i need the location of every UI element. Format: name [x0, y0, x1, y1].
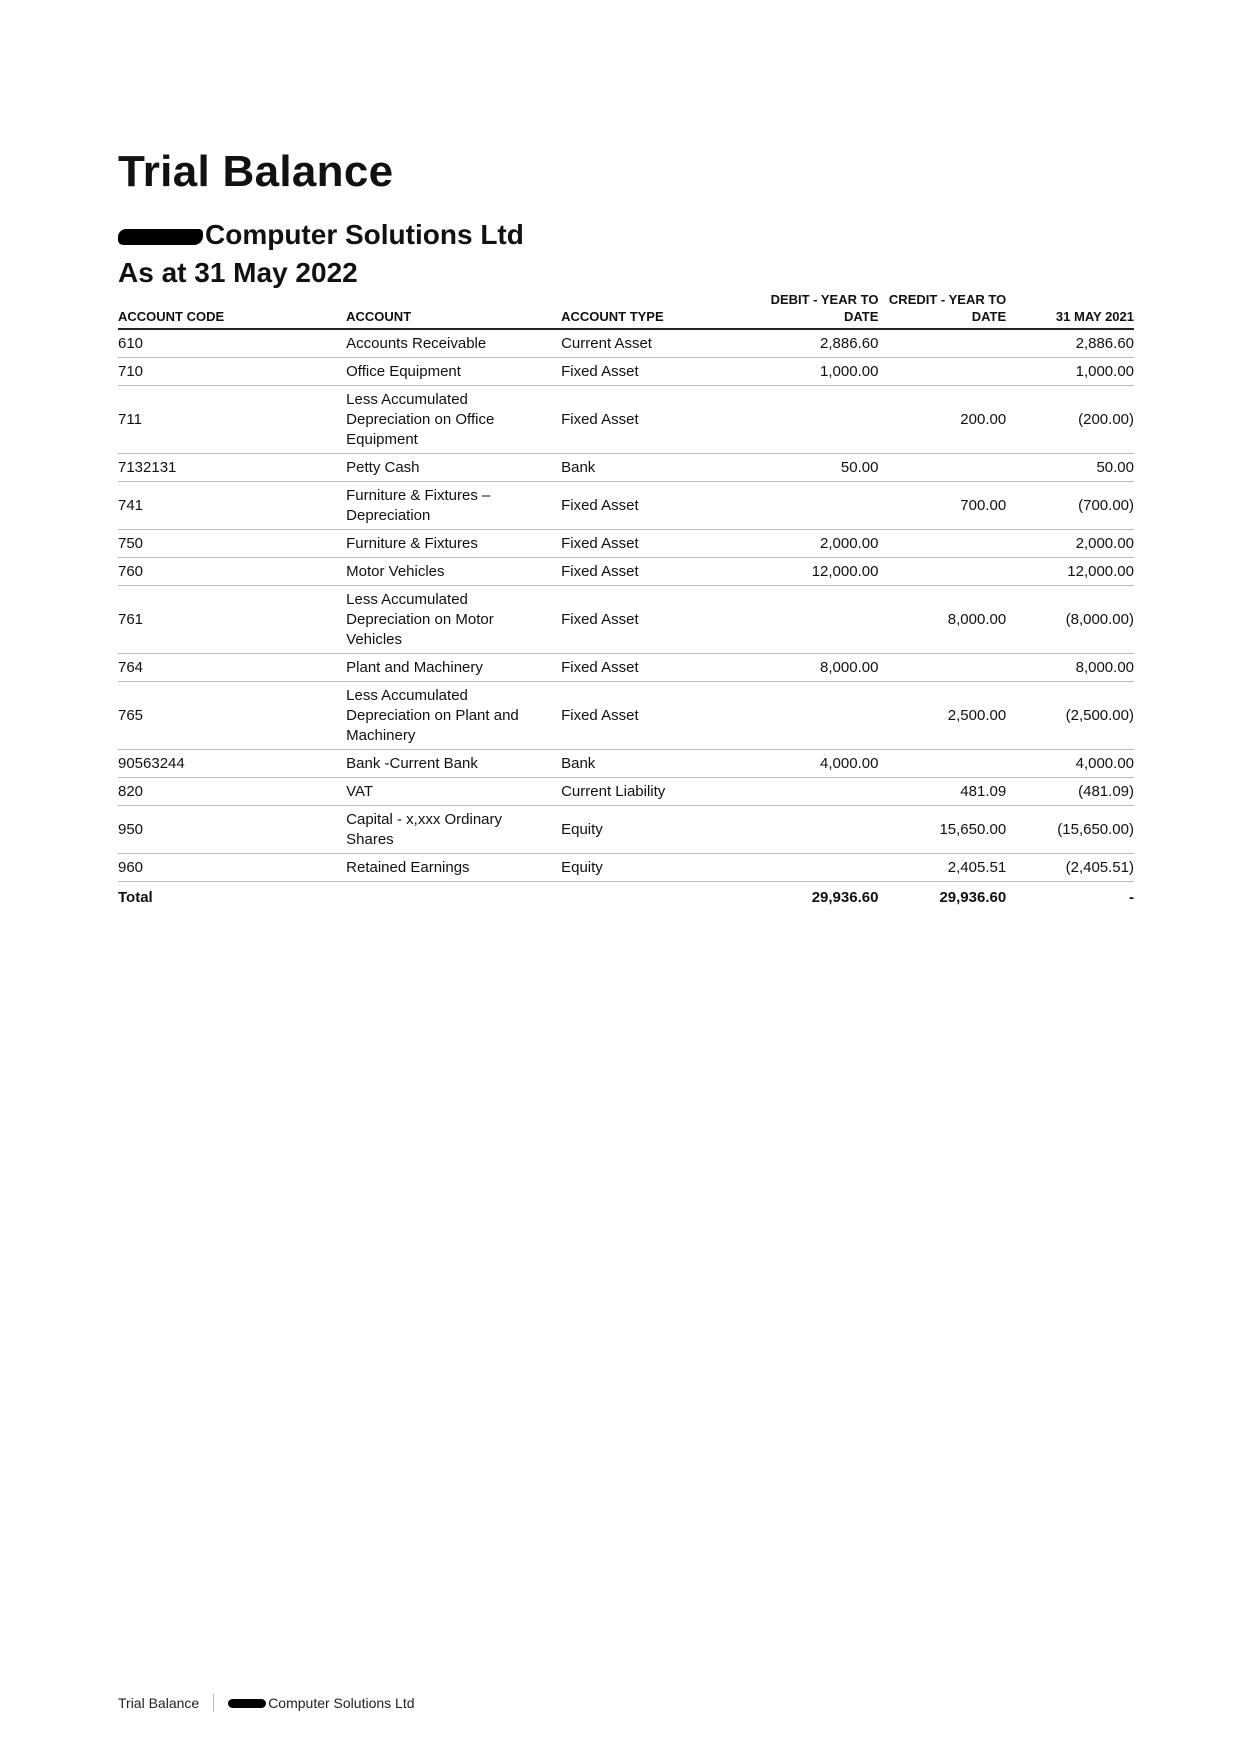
- cell-type: Current Liability: [561, 778, 744, 806]
- cell-debit: 4,000.00: [744, 750, 879, 778]
- cell-type: Fixed Asset: [561, 482, 744, 530]
- table-row: [118, 586, 1134, 654]
- cell-debit: [744, 682, 879, 750]
- trial-balance-table: [118, 288, 1134, 911]
- table-row: [118, 482, 1134, 530]
- table-row: [118, 558, 1134, 586]
- cell-account: Capital - x,xxx Ordinary Shares: [346, 806, 561, 854]
- cell-credit: 2,500.00: [878, 682, 1006, 750]
- cell-debit: 2,000.00: [744, 530, 879, 558]
- cell-credit: [878, 358, 1006, 386]
- cell-credit: [878, 530, 1006, 558]
- cell-account: Motor Vehicles: [346, 558, 561, 586]
- cell-prior: 1,000.00: [1006, 358, 1134, 386]
- cell-debit: 12,000.00: [744, 558, 879, 586]
- cell-code: 820: [118, 778, 346, 806]
- table-row: [118, 329, 1134, 358]
- table-header-row: [118, 288, 1134, 329]
- cell-type: Equity: [561, 854, 744, 882]
- header-credit-line2: DATE: [971, 309, 1007, 324]
- cell-credit: 200.00: [878, 386, 1006, 454]
- cell-prior: 50.00: [1006, 454, 1134, 482]
- cell-debit: [744, 386, 879, 454]
- table-row: [118, 778, 1134, 806]
- table-row: [118, 454, 1134, 482]
- footer-divider: [213, 1694, 214, 1712]
- cell-credit: [878, 558, 1006, 586]
- cell-account: Office Equipment: [346, 358, 561, 386]
- cell-prior: (8,000.00): [1006, 586, 1134, 654]
- company-heading: [118, 218, 524, 252]
- cell-code: 710: [118, 358, 346, 386]
- cell-prior: 12,000.00: [1006, 558, 1134, 586]
- cell-account: Accounts Receivable: [346, 329, 561, 358]
- table-row: [118, 854, 1134, 882]
- cell-code: 950: [118, 806, 346, 854]
- cell-account: Furniture & Fixtures: [346, 530, 561, 558]
- cell-prior: 8,000.00: [1006, 654, 1134, 682]
- cell-code: 90563244: [118, 750, 346, 778]
- cell-code: 765: [118, 682, 346, 750]
- cell-credit: 700.00: [878, 482, 1006, 530]
- redaction-mark: [118, 229, 203, 245]
- cell-prior: (2,500.00): [1006, 682, 1134, 750]
- total-empty-account: [346, 882, 561, 912]
- cell-type: Bank: [561, 454, 744, 482]
- page-footer: [118, 1694, 415, 1712]
- cell-prior: (2,405.51): [1006, 854, 1134, 882]
- header-debit-line1: DEBIT - YEAR TO: [770, 292, 879, 307]
- page-title: Trial Balance: [118, 147, 394, 196]
- cell-prior: (15,650.00): [1006, 806, 1134, 854]
- header-debit: [744, 288, 879, 329]
- cell-debit: 50.00: [744, 454, 879, 482]
- cell-type: Fixed Asset: [561, 530, 744, 558]
- cell-code: 960: [118, 854, 346, 882]
- cell-code: 761: [118, 586, 346, 654]
- cell-type: Fixed Asset: [561, 682, 744, 750]
- cell-type: Bank: [561, 750, 744, 778]
- cell-type: Fixed Asset: [561, 654, 744, 682]
- cell-code: 7132131: [118, 454, 346, 482]
- table-row: [118, 530, 1134, 558]
- header-account: ACCOUNT: [346, 288, 561, 329]
- cell-prior: (700.00): [1006, 482, 1134, 530]
- cell-code: 764: [118, 654, 346, 682]
- cell-type: Fixed Asset: [561, 558, 744, 586]
- table-row: [118, 806, 1134, 854]
- footer-company: Computer Solutions Ltd: [268, 1695, 415, 1711]
- total-label: Total: [118, 889, 153, 906]
- cell-credit: [878, 454, 1006, 482]
- header-prior-year: 31 MAY 2021: [1006, 288, 1134, 329]
- cell-credit: 8,000.00: [878, 586, 1006, 654]
- total-debit: 29,936.60: [811, 889, 879, 906]
- cell-type: Current Asset: [561, 329, 744, 358]
- cell-code: 750: [118, 530, 346, 558]
- total-row: [118, 882, 1134, 912]
- cell-prior: 2,000.00: [1006, 530, 1134, 558]
- cell-type: Fixed Asset: [561, 386, 744, 454]
- header-credit-line1: CREDIT - YEAR TO: [888, 292, 1007, 307]
- cell-account: Less Accumulated Depreciation on Office Equipment: [346, 386, 561, 454]
- table-row: [118, 654, 1134, 682]
- cell-credit: 2,405.51: [878, 854, 1006, 882]
- footer-report-name: Trial Balance: [118, 1695, 200, 1711]
- cell-debit: [744, 482, 879, 530]
- total-credit: 29,936.60: [939, 889, 1007, 906]
- table-row: [118, 682, 1134, 750]
- cell-debit: 2,886.60: [744, 329, 879, 358]
- company-name: Computer Solutions Ltd: [205, 219, 524, 250]
- cell-debit: [744, 854, 879, 882]
- cell-credit: [878, 329, 1006, 358]
- cell-prior: 2,886.60: [1006, 329, 1134, 358]
- header-credit: [878, 288, 1006, 329]
- cell-account: Less Accumulated Depreciation on Plant and Machinery: [346, 682, 561, 750]
- cell-debit: 8,000.00: [744, 654, 879, 682]
- cell-account: Bank -Current Bank: [346, 750, 561, 778]
- cell-prior: (481.09): [1006, 778, 1134, 806]
- table-row: [118, 386, 1134, 454]
- header-debit-line2: DATE: [844, 309, 879, 324]
- cell-code: 711: [118, 386, 346, 454]
- cell-prior: (200.00): [1006, 386, 1134, 454]
- table-row: [118, 358, 1134, 386]
- cell-account: Plant and Machinery: [346, 654, 561, 682]
- total-empty-type: [561, 882, 744, 912]
- cell-account: Retained Earnings: [346, 854, 561, 882]
- cell-credit: 15,650.00: [878, 806, 1006, 854]
- cell-account: Less Accumulated Depreciation on Motor Vehicles: [346, 586, 561, 654]
- cell-debit: [744, 586, 879, 654]
- cell-debit: 1,000.00: [744, 358, 879, 386]
- total-prior: -: [1129, 889, 1134, 906]
- cell-debit: [744, 806, 879, 854]
- cell-code: 760: [118, 558, 346, 586]
- header-account-type: ACCOUNT TYPE: [561, 288, 744, 329]
- cell-account: Petty Cash: [346, 454, 561, 482]
- cell-account: Furniture & Fixtures – Depreciation: [346, 482, 561, 530]
- cell-code: 610: [118, 329, 346, 358]
- cell-credit: [878, 654, 1006, 682]
- report-date: As at 31 May 2022: [118, 257, 358, 288]
- header-account-code: ACCOUNT CODE: [118, 288, 346, 329]
- table-row: [118, 750, 1134, 778]
- cell-credit: [878, 750, 1006, 778]
- cell-type: Fixed Asset: [561, 358, 744, 386]
- cell-type: Fixed Asset: [561, 586, 744, 654]
- cell-debit: [744, 778, 879, 806]
- cell-account: VAT: [346, 778, 561, 806]
- footer-redaction-mark: [228, 1699, 266, 1708]
- cell-credit: 481.09: [878, 778, 1006, 806]
- cell-code: 741: [118, 482, 346, 530]
- cell-type: Equity: [561, 806, 744, 854]
- cell-prior: 4,000.00: [1006, 750, 1134, 778]
